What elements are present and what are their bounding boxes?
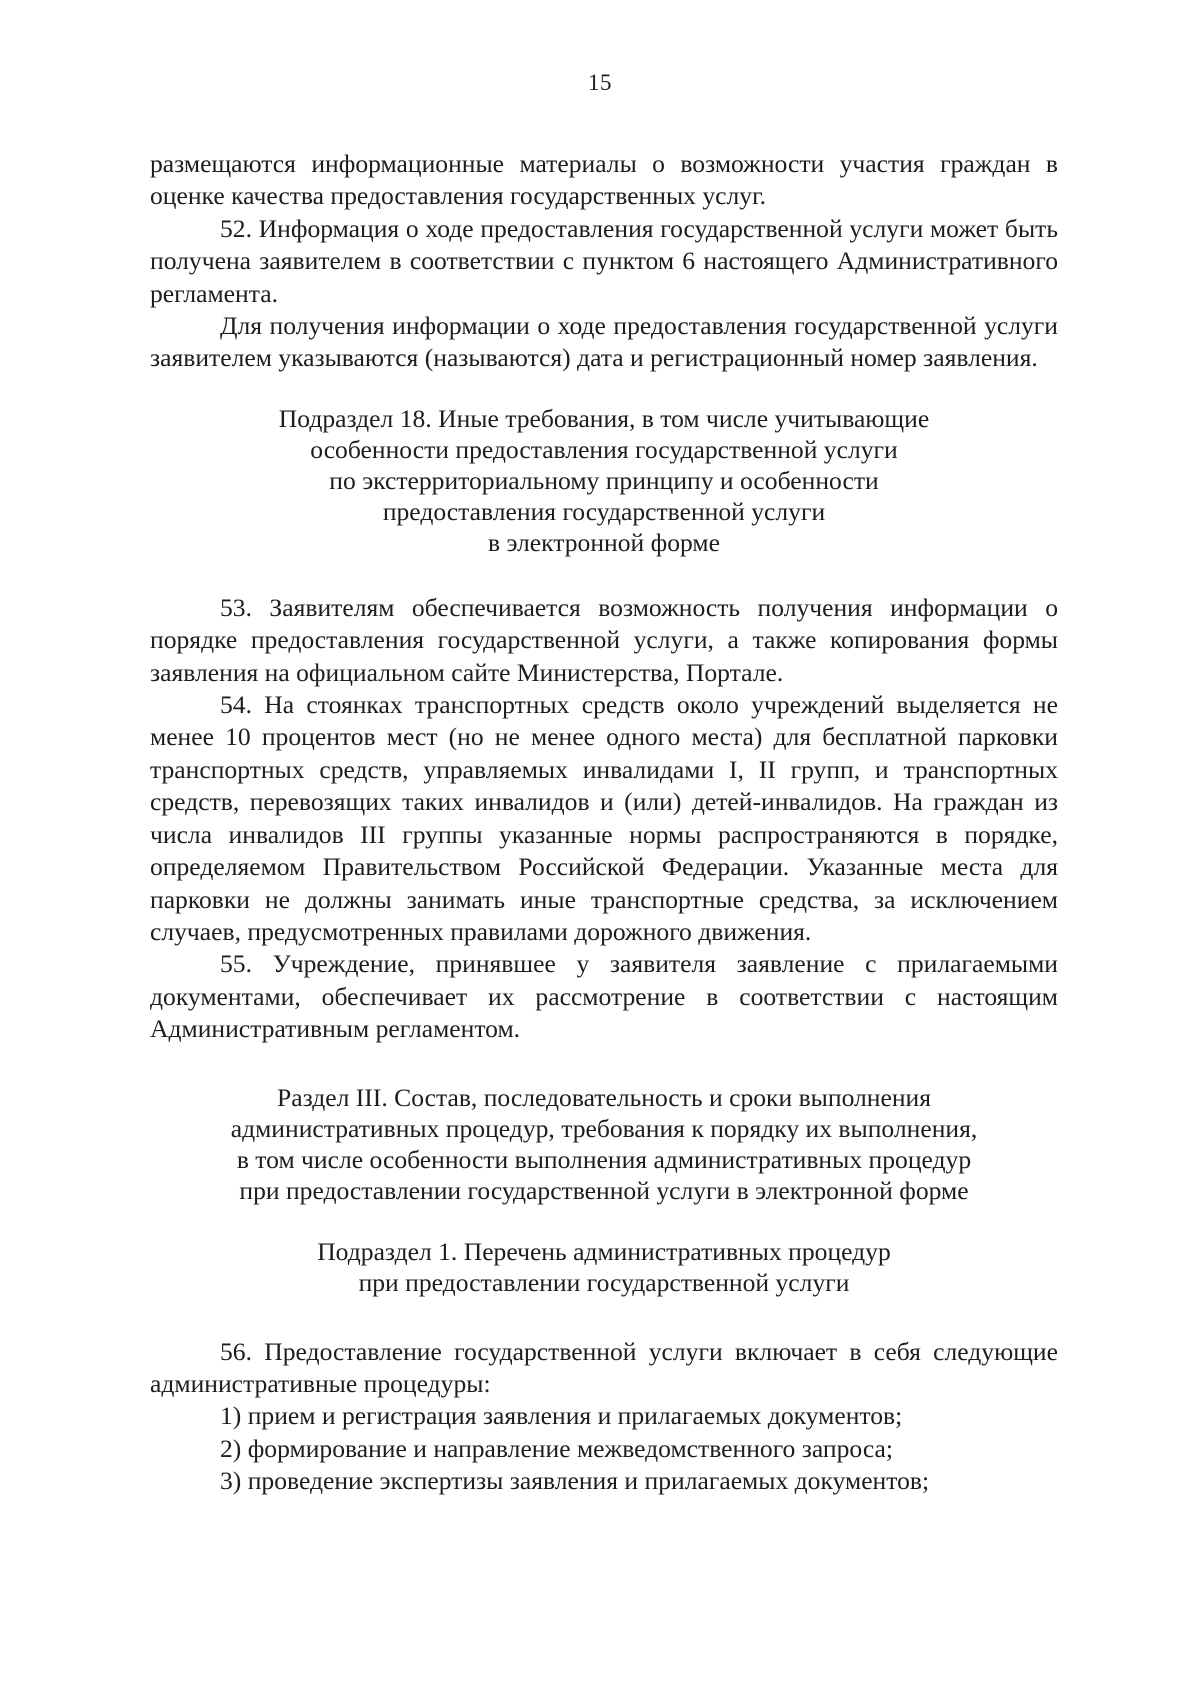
spacer — [150, 558, 1058, 592]
list-item: 2) формирование и направление межведомственного запроса; — [220, 1433, 893, 1463]
spacer — [150, 375, 1058, 403]
subsection-1-heading — [150, 1236, 1058, 1298]
paragraph-55: 55. Учреждение, принявшее у заявителя заявление с прилагаемыми документами, обеспечивает их рассмотрение в соответствии с настоящим Административным регламентом. — [150, 949, 1058, 1044]
list-item: 1) прием и регистрация заявления и прилагаемых документов; — [220, 1401, 903, 1431]
heading-line: по экстерриториальному принципу и особенности — [329, 465, 879, 495]
spacer — [150, 1298, 1058, 1336]
spacer — [150, 1046, 1058, 1082]
paragraph-52-info: Для получения информации о ходе предоставления государственной услуги заявителем указываются (называются) дата и регистрационный номер заявления. — [150, 311, 1058, 373]
spacer — [150, 1206, 1058, 1236]
paragraph-53: 53. Заявителям обеспечивается возможность получения информации о порядке предоставления государственной услуги, а также копирования формы заявления на официальном сайте Министерства, Портале. — [150, 592, 1058, 687]
heading-line: в том числе особенности выполнения административных процедур — [236, 1144, 972, 1174]
paragraph-56: 56. Предоставление государственной услуги включает в себя следующие административные процедуры: — [150, 1336, 1058, 1398]
heading-line: административных процедур, требования к порядку их выполнения, — [230, 1113, 978, 1143]
paragraph-52: 52. Информация о ходе предоставления государственной услуги может быть получена заявителем в соответствии с пунктом 6 настоящего Административного регламента. — [150, 213, 1058, 308]
list-item: 3) проведение экспертизы заявления и прилагаемых документов; — [220, 1466, 930, 1496]
document-body — [150, 148, 1058, 1498]
heading-line: Подраздел 1. Перечень административных процедур — [317, 1236, 891, 1266]
subsection-18-heading — [150, 403, 1058, 558]
heading-line: Раздел III. Состав, последовательность и сроки выполнения — [276, 1082, 932, 1112]
paragraph-51-continuation: размещаются информационные материалы о возможности участия граждан в оценке качества предоставления государственных услуг. — [150, 149, 1058, 211]
section-3-heading — [150, 1082, 1058, 1206]
paragraph-54: 54. На стоянках транспортных средств около учреждений выделяется не менее 10 процентов мест (но не менее одного места) для бесплатной парковки транспортных средств, управляемых инвалидами I, II групп, и транспортных средств, перевозящих таких инвалидов и (или) детей-инвалидов. На граждан из числа инвалидов III группы указанные нормы распространяются в порядке, определяемом Правительством Российской Федерации. Указанные места для парковки не должны занимать иные транспортные средства, за исключением случаев, предусмотренных правилами дорожного движения. — [150, 690, 1058, 946]
heading-line: Подраздел 18. Иные требования, в том числе учитывающие — [278, 403, 930, 433]
heading-line: в электронной форме — [488, 527, 720, 557]
heading-line: при предоставлении государственной услуги — [358, 1267, 850, 1297]
page-number: 15 — [588, 70, 612, 95]
heading-line: предоставления государственной услуги — [382, 496, 826, 526]
heading-line: при предоставлении государственной услуги в электронной форме — [239, 1175, 969, 1205]
heading-line: особенности предоставления государственной услуги — [310, 434, 898, 464]
